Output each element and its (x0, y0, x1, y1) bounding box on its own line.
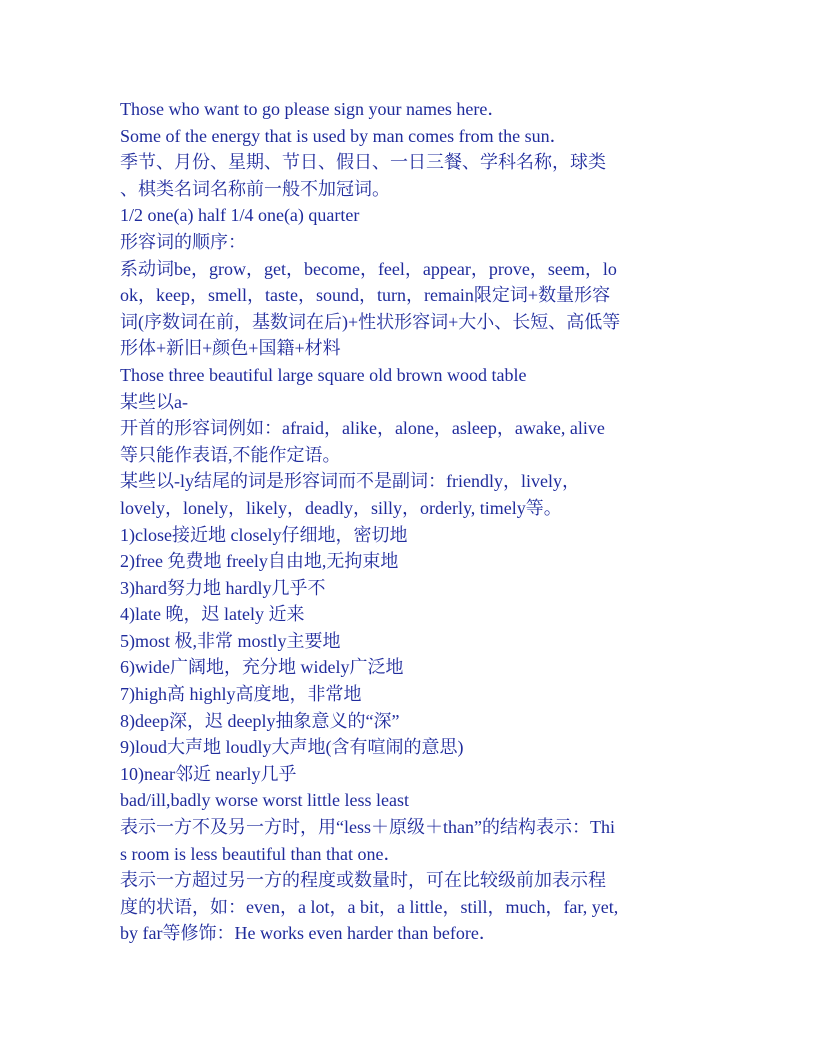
text-line: Those who want to go please sign your names here． (120, 99, 506, 119)
text-line: 度的状语，如：even，a lot，a bit，a little，still，much，far, yet, (120, 896, 619, 917)
text-line: 1)close接近地 closely仔细地，密切地 (120, 524, 408, 545)
text-line: 2)free 免费地 freely自由地,无拘束地 (120, 551, 399, 572)
text-line: 7)high高 highly高度地，非常地 (120, 684, 362, 705)
text-line: 季节、月份、星期、节日、假日、一日三餐、学科名称，球类 (120, 152, 606, 173)
text-line: 形体+新旧+颜色+国籍+材料 (120, 338, 341, 359)
text-line: 系动词be，grow，get，become，feel，appear，prove，seem，lo (120, 258, 617, 279)
text-line: 形容词的顺序： (120, 231, 246, 252)
text-line: 10)near邻近 nearly几乎 (120, 763, 297, 784)
text-line: ok，keep，smell，taste，sound，turn，remain限定词+数量形容 (120, 285, 611, 306)
text-line: bad/ill,badly worse worst little less least (120, 790, 409, 811)
text-line: 8)deep深，迟 deeply抽象意义的“深” (120, 710, 400, 731)
text-line: 4)late 晚，迟 lately 近来 (120, 604, 305, 625)
text-line: 1/2 one(a) half 1/4 one(a) quarter (120, 205, 360, 226)
text-line: 6)wide广阔地，充分地 widely广泛地 (120, 657, 404, 678)
text-line: 等只能作表语,不能作定语。 (120, 444, 341, 465)
text-line: 9)loud大声地 loudly大声地(含有喧闹的意思) (120, 737, 464, 758)
text-line: lovely，lonely，likely，deadly，silly，orderly, timely等。 (120, 497, 562, 518)
text-line: 5)most 极,非常 mostly主要地 (120, 630, 341, 651)
text-line: Those three beautiful large square old brown wood table (120, 364, 527, 385)
text-line: 表示一方不及另一方时，用“less＋原级＋than”的结构表示：Thi (120, 817, 615, 838)
text-line: 开首的形容词例如：afraid，alike，alone，asleep，awake, alive (120, 418, 605, 439)
document-body (120, 96, 698, 947)
text-line: 、棋类名词名称前一般不加冠词。 (120, 178, 390, 199)
text-line: by far等修饰：He works even harder than before． (120, 923, 497, 944)
text-line: Some of the energy that is used by man comes from the sun． (120, 125, 568, 146)
text-line: 某些以a- (120, 391, 188, 412)
text-line: 3)hard努力地 hardly几乎不 (120, 577, 326, 598)
text-line: 词(序数词在前，基数词在后)+性状形容词+大小、长短、高低等 (120, 311, 621, 332)
text-line: 表示一方超过另一方的程度或数量时，可在比较级前加表示程 (120, 870, 606, 891)
text-line: 某些以-ly结尾的词是形容词而不是副词：friendly，lively， (120, 471, 580, 492)
text-line: s room is less beautiful than that one． (120, 843, 402, 864)
